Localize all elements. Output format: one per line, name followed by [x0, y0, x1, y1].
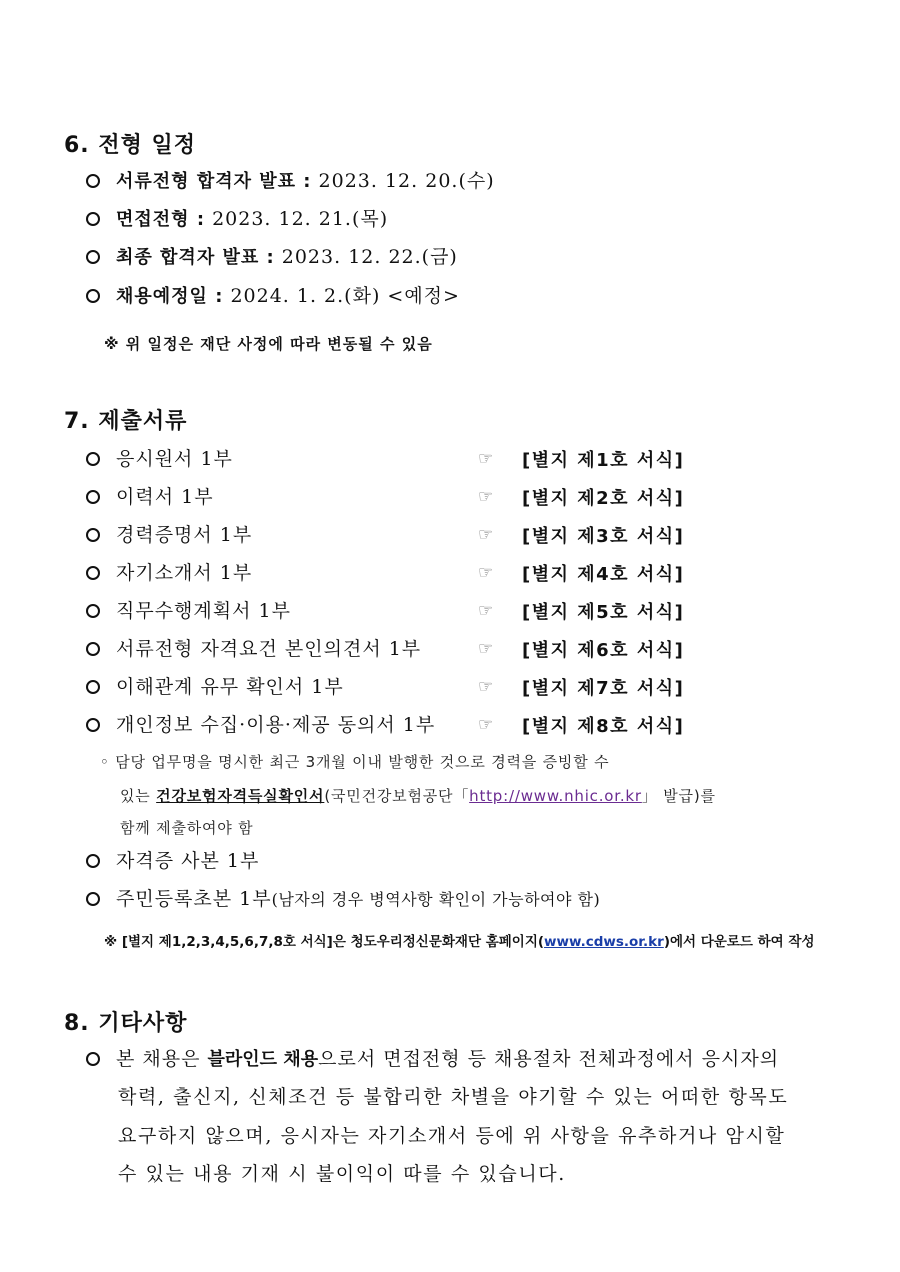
section-6-title: 6. 전형 일정: [64, 133, 196, 158]
form-reference: [별지 제7호 서식]: [522, 678, 685, 699]
schedule-label: 서류전형 합격자 발표 :: [116, 171, 312, 192]
pointing-hand-icon: ☞: [478, 677, 494, 696]
circle-bullet-icon: [86, 604, 100, 618]
section-7-title: 7. 제출서류: [64, 409, 188, 434]
circle-bullet-icon: [86, 566, 100, 580]
circle-bullet-icon: [86, 212, 100, 226]
form-reference: [별지 제1호 서식]: [522, 450, 685, 471]
document-item: [86, 636, 421, 662]
insurance-certificate-label: 건강보험자격득실확인서: [156, 787, 325, 805]
blind-hiring-line-2: 학력, 출신지, 신체조건 등 불합리한 차별을 야기할 수 있는 어떠한 항목도: [118, 1086, 789, 1108]
schedule-item: [86, 244, 458, 271]
document-name: 자격증 사본 1부: [116, 850, 260, 872]
pointing-hand-icon: ☞: [478, 449, 494, 468]
circle-bullet-icon: [86, 289, 100, 303]
document-name: 이해관계 유무 확인서 1부: [116, 676, 344, 698]
document-name: 경력증명서 1부: [116, 524, 253, 546]
form-reference: [별지 제4호 서식]: [522, 564, 685, 585]
document-item: [86, 674, 344, 700]
para-prefix: 본 채용은: [116, 1048, 208, 1070]
document-item: [86, 522, 252, 548]
download-note-prefix: ※ [별지 제1,2,3,4,5,6,7,8호 서식]은 청도우리정신문화재단 홈페이지(: [104, 934, 545, 950]
document-name: 응시원서 1부: [116, 448, 233, 470]
pointing-hand-icon: ☞: [478, 601, 494, 620]
document-item: [86, 848, 259, 874]
pointing-hand-icon: ☞: [478, 525, 494, 544]
blind-hiring-emphasis: 블라인드 채용: [207, 1049, 319, 1070]
career-note-prefix: 있는: [120, 787, 157, 805]
circle-bullet-icon: [86, 452, 100, 466]
schedule-label: 최종 합격자 발표 :: [116, 247, 275, 268]
blind-hiring-line-1: [86, 1046, 779, 1073]
circle-bullet-icon: [86, 854, 100, 868]
document-item: [86, 886, 600, 913]
cdws-link[interactable]: www.cdws.or.kr: [544, 934, 664, 950]
circle-bullet-icon: [86, 642, 100, 656]
career-note-suffix: 」 발급)를: [641, 787, 716, 805]
schedule-value: 2023. 12. 22.(금): [274, 246, 458, 268]
document-name: 직무수행계획서 1부: [116, 600, 291, 622]
schedule-label: 면접전형 :: [116, 209, 206, 230]
form-reference: [별지 제3호 서식]: [522, 526, 685, 547]
document-item: [86, 598, 291, 624]
pointing-hand-icon: ☞: [478, 487, 494, 506]
form-reference: [별지 제6호 서식]: [522, 640, 685, 661]
document-name: 주민등록초본 1부: [116, 888, 272, 910]
document-item: [86, 484, 214, 510]
circle-bullet-icon: [86, 250, 100, 264]
schedule-label: 채용예정일 :: [116, 286, 224, 307]
blind-hiring-line-4: 수 있는 내용 기재 시 불이익이 따를 수 있습니다.: [118, 1163, 566, 1185]
form-reference: [별지 제8호 서식]: [522, 716, 685, 737]
document-item: [86, 446, 233, 472]
schedule-note: ※ 위 일정은 재단 사정에 따라 변동될 수 있음: [104, 335, 433, 353]
circle-bullet-icon: [86, 892, 100, 906]
download-note-suffix: )에서 다운로드 하여 작성: [663, 934, 815, 950]
schedule-value: 2023. 12. 21.(목): [205, 208, 389, 230]
nhic-link[interactable]: http://www.nhic.or.kr: [469, 787, 642, 805]
schedule-item: [86, 283, 460, 310]
career-note-line-1: ◦ 담당 업무명을 명시한 최근 3개월 이내 발행한 것으로 경력을 증빙할 수: [100, 753, 610, 771]
download-note: [104, 930, 815, 950]
circle-bullet-icon: [86, 718, 100, 732]
document-name: 서류전형 자격요건 본인의견서 1부: [116, 638, 422, 660]
form-reference: [별지 제2호 서식]: [522, 488, 685, 509]
document-item: [86, 560, 252, 586]
section-8-title: 8. 기타사항: [64, 1011, 188, 1036]
circle-bullet-icon: [86, 490, 100, 504]
document-name: 이력서 1부: [116, 486, 214, 508]
document-name: 자기소개서 1부: [116, 562, 253, 584]
form-reference: [별지 제5호 서식]: [522, 602, 685, 623]
para-line-1-rest: 으로서 면접전형 등 채용절차 전체과정에서 응시자의: [318, 1048, 780, 1070]
circle-bullet-icon: [86, 1052, 100, 1066]
schedule-value: 2023. 12. 20.(수): [311, 170, 495, 192]
document-name: 개인정보 수집·이용·제공 동의서 1부: [116, 714, 436, 736]
blind-hiring-line-3: 요구하지 않으며, 응시자는 자기소개서 등에 위 사항을 유추하거나 암시할: [118, 1125, 786, 1147]
document-hint: (남자의 경우 병역사항 확인이 가능하여야 함): [271, 890, 601, 909]
circle-bullet-icon: [86, 174, 100, 188]
career-note-line-3: 함께 제출하여야 함: [120, 819, 254, 837]
pointing-hand-icon: ☞: [478, 715, 494, 734]
schedule-value: 2024. 1. 2.(화) <예정>: [223, 285, 460, 307]
circle-bullet-icon: [86, 680, 100, 694]
schedule-item: [86, 168, 495, 195]
career-note-line-2: [120, 785, 716, 806]
schedule-item: [86, 206, 388, 233]
pointing-hand-icon: ☞: [478, 639, 494, 658]
career-note-mid: (국민건강보험공단「: [324, 787, 470, 805]
circle-bullet-icon: [86, 528, 100, 542]
pointing-hand-icon: ☞: [478, 563, 494, 582]
document-item: [86, 712, 435, 738]
